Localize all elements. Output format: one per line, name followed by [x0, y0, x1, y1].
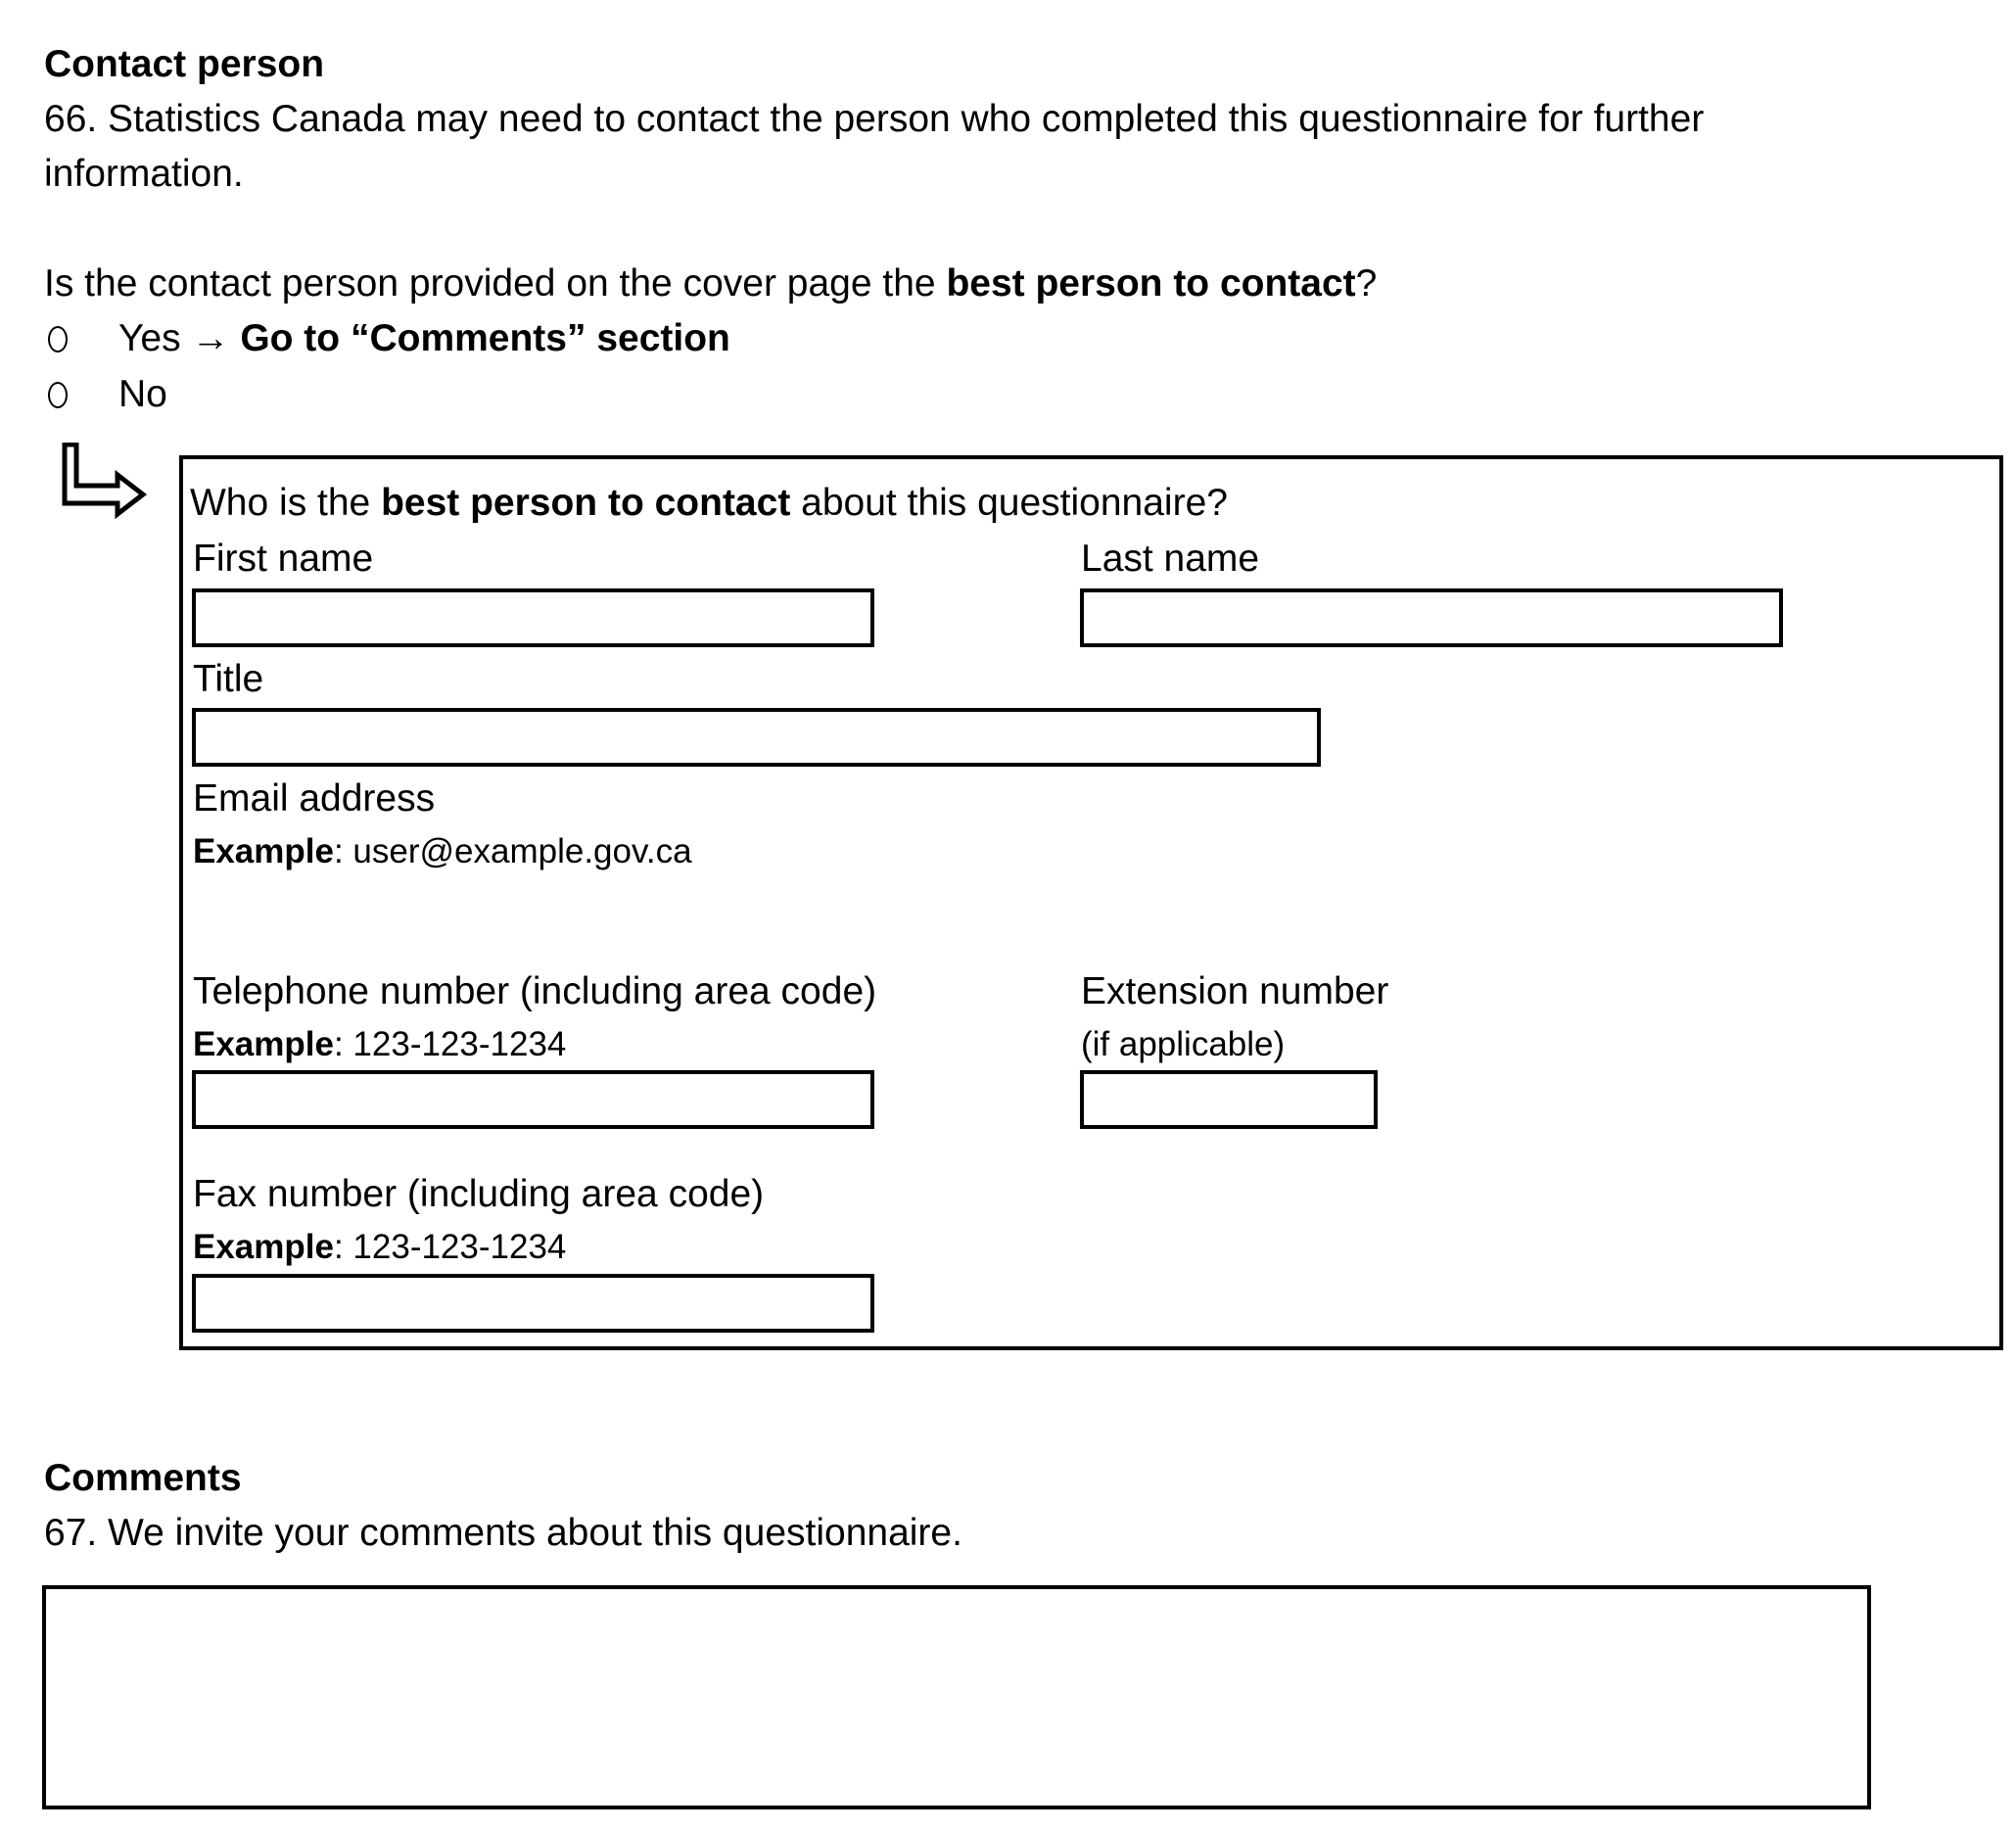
yes-radio[interactable]	[48, 326, 68, 352]
right-arrow-icon: →	[191, 317, 230, 359]
telephone-label: Telephone number (including area code)	[193, 970, 877, 1012]
question-66-line2: information.	[44, 153, 244, 195]
fax-input[interactable]	[192, 1274, 874, 1333]
best-contact-question: Is the contact person provided on the cover page the best person to contact?	[44, 262, 1378, 305]
question-67: 67. We invite your comments about this questionnaire.	[44, 1512, 962, 1554]
email-example: Example: user@example.gov.ca	[193, 832, 692, 870]
contact-person-heading: Contact person	[44, 43, 325, 85]
comments-heading: Comments	[44, 1457, 242, 1499]
title-input[interactable]	[192, 708, 1321, 767]
comments-textarea[interactable]	[42, 1585, 1871, 1809]
bent-arrow-icon	[61, 443, 149, 521]
extension-note: (if applicable)	[1081, 1025, 1286, 1063]
yes-option-label: Yes → Go to “Comments” section	[118, 317, 730, 359]
last-name-input[interactable]	[1080, 588, 1783, 647]
no-option-label: No	[118, 373, 167, 415]
title-label: Title	[193, 658, 264, 700]
question-66-line1: 66. Statistics Canada may need to contact the person who completed this questionnaire for further	[44, 98, 1705, 140]
telephone-input[interactable]	[192, 1070, 874, 1129]
first-name-label: First name	[193, 538, 374, 580]
best-contact-prompt: Who is the best person to contact about this questionnaire?	[190, 482, 1228, 524]
extension-input[interactable]	[1080, 1070, 1378, 1129]
extension-label: Extension number	[1081, 970, 1389, 1012]
no-radio[interactable]	[48, 382, 68, 408]
first-name-input[interactable]	[192, 588, 874, 647]
fax-example: Example: 123-123-1234	[193, 1228, 567, 1266]
last-name-label: Last name	[1081, 538, 1260, 580]
telephone-example: Example: 123-123-1234	[193, 1025, 567, 1063]
fax-label: Fax number (including area code)	[193, 1173, 765, 1215]
email-label: Email address	[193, 777, 436, 820]
